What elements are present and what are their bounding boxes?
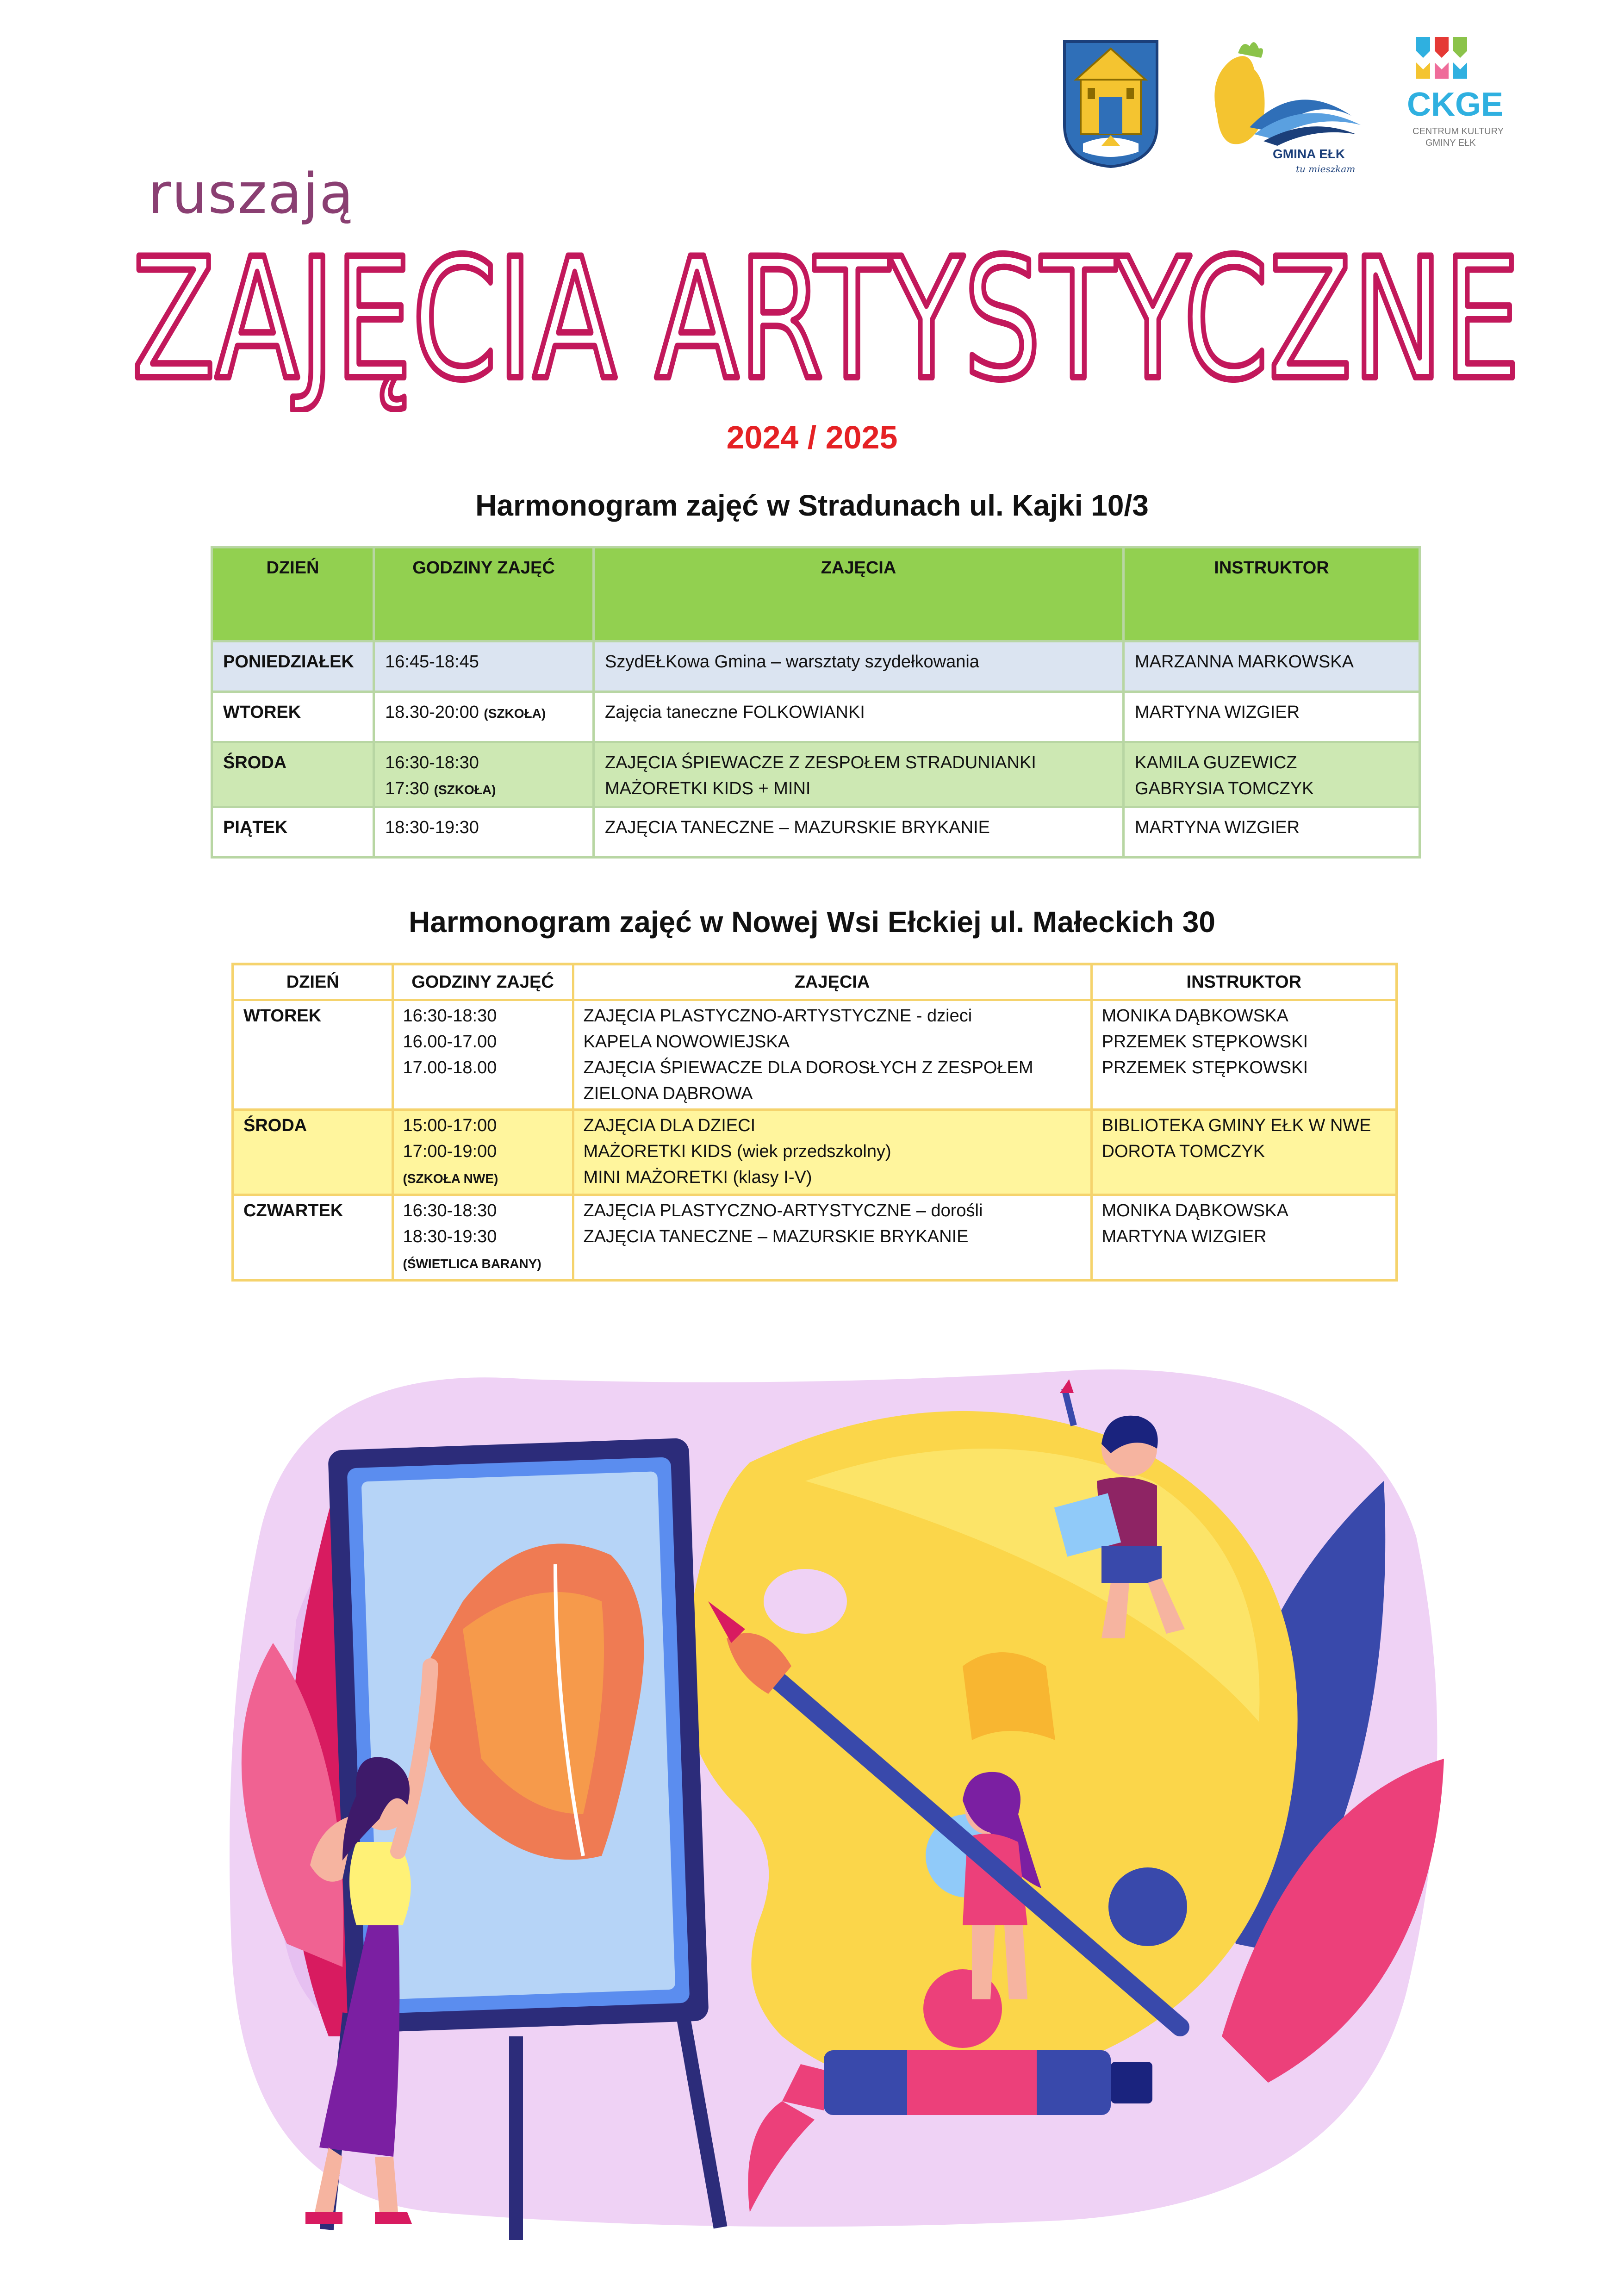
ckge-line-2: GMINY EŁK bbox=[1425, 138, 1476, 148]
class-line: ZAJĘCIA PLASTYCZNO-ARTYSTYCZNE – dorośli bbox=[583, 1201, 983, 1220]
instructor-line: DOROTA TOMCZYK bbox=[1101, 1142, 1265, 1161]
hours-line: 16:30-18:30 bbox=[403, 1006, 497, 1026]
instructor-line: MONIKA DĄBKOWSKA bbox=[1101, 1006, 1288, 1026]
day-cell: ŚRODA bbox=[212, 742, 374, 807]
ckge-line-1: CENTRUM KULTURY bbox=[1412, 126, 1504, 137]
table-header-row bbox=[233, 964, 1397, 1000]
class-line: ZAJĘCIA DLA DZIECI bbox=[583, 1116, 756, 1135]
hours-line: 18:30-19:30 bbox=[403, 1227, 497, 1246]
classes-cell bbox=[573, 1195, 1091, 1281]
instructor-cell bbox=[1124, 641, 1420, 692]
table-row bbox=[212, 641, 1420, 692]
class-line: MINI MAŻORETKI (klasy I-V) bbox=[583, 1168, 812, 1187]
classes-cell bbox=[594, 692, 1124, 742]
hours-line: 18:30-19:30 bbox=[385, 818, 479, 837]
instructor-line: PRZEMEK STĘPKOWSKI bbox=[1101, 1032, 1308, 1052]
instructor-line: MONIKA DĄBKOWSKA bbox=[1101, 1201, 1288, 1220]
day-cell: ŚRODA bbox=[233, 1110, 392, 1195]
hours-line: 17:00-19:00 bbox=[403, 1142, 497, 1161]
hours-line: 16:30-18:30 bbox=[403, 1201, 497, 1220]
classes-cell bbox=[573, 1110, 1091, 1195]
hours-line: 16.00-17.00 bbox=[403, 1032, 497, 1052]
hours-line: 16:30-18:30 bbox=[385, 753, 479, 772]
class-line: ZIELONA DĄBROWA bbox=[583, 1084, 753, 1103]
instructor-line: KAMILA GUZEWICZ bbox=[1135, 753, 1297, 772]
column-header-classes: ZAJĘCIA bbox=[573, 964, 1091, 1000]
column-header-hours: GODZINY ZAJĘĆ bbox=[392, 964, 573, 1000]
class-line: ZAJĘCIA ŚPIEWACZE Z ZESPOŁEM STRADUNIANKI bbox=[605, 753, 1036, 772]
class-line: SzydEŁKowa Gmina – warsztaty szydełkowania bbox=[605, 652, 979, 672]
table-row bbox=[233, 1000, 1397, 1110]
hours-line: 15:00-17:00 bbox=[403, 1116, 497, 1135]
table-row bbox=[212, 742, 1420, 807]
instructor-line: PRZEMEK STĘPKOWSKI bbox=[1101, 1058, 1308, 1077]
kicker-text: ruszają bbox=[148, 162, 355, 226]
day-cell: PONIEDZIAŁEK bbox=[212, 641, 374, 692]
schedule-2-table bbox=[231, 963, 1398, 1282]
instructor-line: MARTYNA WIZGIER bbox=[1135, 703, 1300, 722]
paint-blob-blue bbox=[1108, 1867, 1187, 1946]
class-line: Zajęcia taneczne FOLKOWIANKI bbox=[605, 703, 865, 722]
year-label: 2024 / 2025 bbox=[726, 419, 898, 455]
gmina-elk-name: GMINA EŁK bbox=[1273, 147, 1345, 161]
table-header-row bbox=[212, 548, 1420, 641]
schedule-1-title: Harmonogram zajęć w Stradunach ul. Kajki 10/3 bbox=[475, 489, 1149, 522]
classes-cell bbox=[594, 742, 1124, 807]
day-cell: CZWARTEK bbox=[233, 1195, 392, 1281]
instructor-cell bbox=[1091, 1110, 1397, 1195]
hours-note: (SZKOŁA) bbox=[484, 706, 546, 721]
hours-cell bbox=[374, 807, 594, 858]
instructor-cell bbox=[1124, 692, 1420, 742]
hours-cell bbox=[392, 1110, 573, 1195]
ckge-acronym: CKGE bbox=[1407, 86, 1504, 123]
table-row bbox=[212, 692, 1420, 742]
instructor-cell bbox=[1091, 1000, 1397, 1110]
table-row bbox=[233, 1110, 1397, 1195]
column-header-day: DZIEŃ bbox=[212, 548, 374, 641]
hours-line: 18.30-20:00 bbox=[385, 703, 479, 722]
instructor-line: MARZANNA MARKOWSKA bbox=[1135, 652, 1354, 672]
hours-note: (ŚWIETLICA BARANY) bbox=[403, 1257, 541, 1271]
hours-cell bbox=[374, 641, 594, 692]
instructor-line: GABRYSIA TOMCZYK bbox=[1135, 779, 1314, 798]
logos-group bbox=[1055, 28, 1518, 176]
hours-note: (SZKOŁA) bbox=[434, 783, 496, 797]
hours-line: 16:45-18:45 bbox=[385, 652, 479, 672]
palette-hole bbox=[764, 1569, 847, 1634]
column-header-hours: GODZINY ZAJĘĆ bbox=[374, 548, 594, 641]
hours-cell bbox=[374, 742, 594, 807]
class-line: KAPELA NOWOWIEJSKA bbox=[583, 1032, 790, 1052]
column-header-instructor: INSTRUKTOR bbox=[1124, 548, 1420, 641]
instructor-cell bbox=[1091, 1195, 1397, 1281]
class-line: ZAJĘCIA TANECZNE – MAZURSKIE BRYKANIE bbox=[605, 818, 990, 837]
class-line: ZAJĘCIA ŚPIEWACZE DLA DOROSŁYCH Z ZESPOŁEM bbox=[583, 1058, 1033, 1077]
coat-of-arms-icon bbox=[1064, 42, 1157, 167]
class-line: MAŻORETKI KIDS (wiek przedszkolny) bbox=[583, 1142, 891, 1161]
easel-leg-center bbox=[509, 2036, 523, 2240]
rooster-logo-icon bbox=[1214, 42, 1361, 146]
instructor-line: MARTYNA WIZGIER bbox=[1135, 818, 1300, 837]
instructor-cell bbox=[1124, 807, 1420, 858]
art-class-illustration bbox=[204, 1342, 1472, 2249]
class-line: MAŻORETKI KIDS + MINI bbox=[605, 779, 811, 798]
main-title bbox=[118, 218, 1534, 412]
hours-note: (SZKOŁA NWE) bbox=[403, 1171, 498, 1186]
instructor-cell bbox=[1124, 742, 1420, 807]
table-row bbox=[233, 1195, 1397, 1281]
classes-cell bbox=[594, 641, 1124, 692]
hours-line: 17:30 bbox=[385, 779, 429, 798]
hours-cell bbox=[374, 692, 594, 742]
column-header-instructor: INSTRUKTOR bbox=[1091, 964, 1397, 1000]
table-row bbox=[212, 807, 1420, 858]
day-cell: WTOREK bbox=[212, 692, 374, 742]
class-line: ZAJĘCIA PLASTYCZNO-ARTYSTYCZNE - dzieci bbox=[583, 1006, 972, 1026]
ckge-logo-icon bbox=[1416, 37, 1467, 79]
hours-cell bbox=[392, 1000, 573, 1110]
main-title-text: ZAJĘCIA ARTYSTYCZNE bbox=[132, 223, 1520, 412]
instructor-line: BIBLIOTEKA GMINY EŁK W NWE bbox=[1101, 1116, 1371, 1135]
hours-line: 17.00-18.00 bbox=[403, 1058, 497, 1077]
instructor-line: MARTYNA WIZGIER bbox=[1101, 1227, 1267, 1246]
classes-cell bbox=[594, 807, 1124, 858]
schedule-2-title: Harmonogram zajęć w Nowej Wsi Ełckiej ul. Małeckich 30 bbox=[409, 905, 1215, 939]
schedule-1-table bbox=[211, 546, 1421, 859]
class-line: ZAJĘCIA TANECZNE – MAZURSKIE BRYKANIE bbox=[583, 1227, 969, 1246]
column-header-classes: ZAJĘCIA bbox=[594, 548, 1124, 641]
hours-cell bbox=[392, 1195, 573, 1281]
day-cell: PIĄTEK bbox=[212, 807, 374, 858]
day-cell: WTOREK bbox=[233, 1000, 392, 1110]
gmina-elk-slogan: tu mieszkam bbox=[1296, 163, 1356, 174]
column-header-day: DZIEŃ bbox=[233, 964, 392, 1000]
classes-cell bbox=[573, 1000, 1091, 1110]
